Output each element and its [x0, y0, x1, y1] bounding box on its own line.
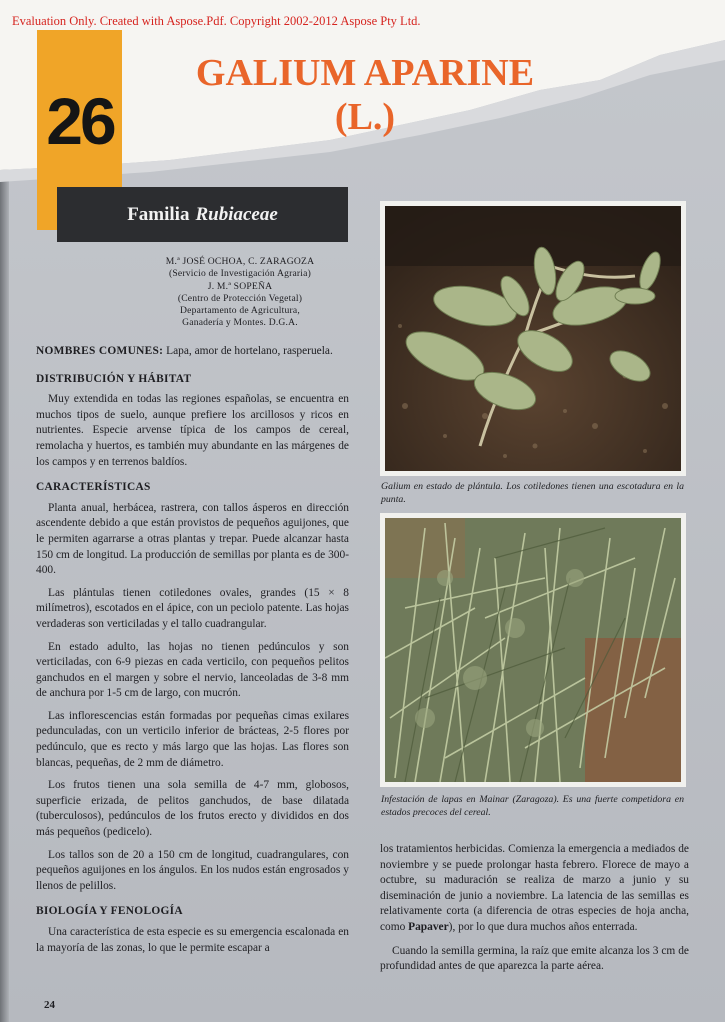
- paragraph: Las plántulas tienen cotiledones ovales, grandes (15 × 8 milímetros), escotados en el ápice, con un peciolo patente. Las hojas verdaderas son verticiladas y el tallo cuadrangular.: [36, 586, 349, 630]
- paragraph: Una característica de esta especie es su emergencia escalonada en la mayoría de las zonas, lo que le permite escapar a: [36, 926, 349, 954]
- title-species: GALIUM APARINE: [195, 52, 535, 94]
- section-heading-characteristics: CARACTERÍSTICAS: [36, 481, 151, 494]
- common-names-label: NOMBRES COMUNES:: [36, 345, 164, 357]
- paragraph: En estado adulto, las hojas no tienen pedúnculos y son verticiladas, con 6-9 piezas en cada verticilo, con pequeños pelitos ganchudos en el margen y sobre el nervio, lanceoladas de 3-8 mm de anchura por 1-5 cm de largo, con mucrón.: [36, 640, 349, 700]
- authors-block: [130, 256, 350, 330]
- paragraph: [380, 842, 689, 936]
- paragraph: Cuando la semilla germina, la raíz que emite alcanza los 3 cm de profundidad antes de que aparezca la parte aérea.: [380, 944, 689, 973]
- paragraph: Planta anual, herbácea, rastrera, con tallos ásperos en dirección ascendente debido a que están provistos de pequeños aguijones, que le permiten agarrarse a otras plantas y trepar. Puede alcanzar hasta 150 cm de longitud. La producción de semillas por planta es de 300-400.: [36, 501, 349, 577]
- photo-seedling: [380, 201, 686, 476]
- paragraph: Muy extendida en todas las regiones españolas, se encuentra en muchos tipos de suelo, aunque prefiere los arcillosos y ricos en nutrientes. Especie arvense típica de los campos de cereal, remolacha y huertos, es también muy abundante en las márgenes de los campos y en terrenos baldíos.: [36, 393, 349, 468]
- author-affiliation: Ganadería y Montes. D.G.A.: [182, 317, 298, 329]
- evaluation-watermark: Evaluation Only. Created with Aspose.Pdf. Copyright 2002-2012 Aspose Pty Ltd.: [12, 14, 421, 28]
- photo-caption-infestation: Infestación de lapas en Mainar (Zaragoza). Es una fuerte competidora en estados precoces del cereal.: [381, 794, 684, 818]
- infestation-photo-illustration: [385, 518, 681, 782]
- paragraph: Los frutos tienen una sola semilla de 4-7 mm, globosos, superficie erizada, de pelitos ganchudos, de base dilatada (tuberculosos), pedúnculos de los frutos erecto y divididos en dos más pequeños (pedicelo).: [36, 779, 349, 839]
- common-names: [36, 344, 349, 360]
- paragraph: Los tallos son de 20 a 150 cm de longitud, cuadrangulares, con pequeños aguijones en los ángulos. En los nudos están engrosados y llenos de pelillos.: [36, 848, 349, 892]
- chapter-number: 26: [46, 84, 114, 158]
- family-name: Rubiaceae: [195, 203, 278, 225]
- author-affiliation: Departamento de Agricultura,: [180, 305, 300, 317]
- seedling-photo-illustration: [385, 206, 681, 471]
- page-title: [150, 52, 580, 139]
- author-affiliation: (Servicio de Investigación Agraria): [168, 268, 312, 280]
- left-column: [36, 344, 349, 956]
- author-line: M.ª JOSÉ OCHOA, C. ZARAGOZA: [165, 256, 315, 267]
- paragraph-text: ), por lo que dura muchos años enterrada.: [448, 920, 638, 933]
- family-box: [57, 187, 348, 242]
- page-number: 24: [44, 999, 55, 1011]
- author-line: J. M.ª SOPEÑA: [207, 280, 273, 292]
- section-heading-biology: BIOLOGÍA Y FENOLOGÍA: [36, 905, 183, 918]
- genus-name: Papaver: [408, 920, 449, 933]
- common-names-value: Lapa, amor de hortelano, rasperuela.: [166, 345, 333, 357]
- paragraph-text: los tratamientos herbicidas. Comienza la emergencia a mediados de noviembre y se puede prolongar hasta febrero. Florece de mayo a octubre, su maduración se realiza de marzo a junio y su diseminación de junio a noviembre. La latencia de las semillas es relativamente corta (a diferencia de otras especies de hoja ancha, como: [380, 843, 689, 933]
- author-affiliation: (Centro de Protección Vegetal): [177, 292, 303, 304]
- section-heading-distribution: DISTRIBUCIÓN Y HÁBITAT: [36, 372, 192, 385]
- paragraph: Las inflorescencias están formadas por pequeñas cimas exilares pedunculadas, con un verticilo inferior de brácteas, 2-5 flores por pedúnculo, que es recto y más largo que las hojas. Las flores son blancas, pequeñas, de 2 mm de diámetro.: [36, 709, 349, 769]
- family-label: Familia: [127, 203, 190, 225]
- photo-caption-seedling: Galium en estado de plántula. Los cotiledones tienen una escotadura en la punta.: [381, 481, 684, 505]
- title-author-abbrev: (L.): [334, 95, 396, 138]
- right-column: [380, 842, 689, 975]
- photo-infestation: [380, 513, 686, 787]
